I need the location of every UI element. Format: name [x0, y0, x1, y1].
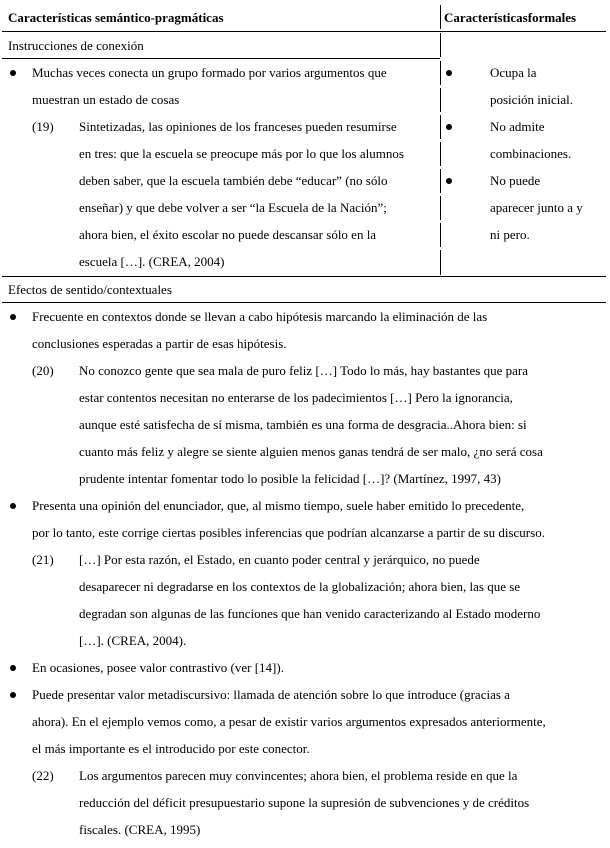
example-line: ahora bien, el éxito escolar no puede descansar sólo en la: [79, 227, 377, 242]
example-line: […]. (CREA, 2004).: [79, 633, 187, 648]
example-line: escuela […]. (CREA, 2004): [79, 254, 225, 269]
bullet-text: Puede presentar valor metadiscursivo: llamada de atención sobre lo que introduce (gracias a: [32, 687, 510, 702]
column-divider: [440, 33, 441, 57]
example-line: enseñar) y que debe volver a ser “la Escuela de la Nación”;: [79, 200, 387, 215]
formal-item-text: Ocupa la: [490, 65, 537, 80]
header-formal: Característicasformales: [444, 10, 577, 25]
section-rule: [2, 58, 440, 59]
column-divider: [440, 61, 441, 85]
formal-item-text: ni pero.: [490, 227, 530, 242]
column-divider: [440, 88, 441, 112]
column-divider: [440, 142, 441, 166]
bullet-text: En ocasiones, posee valor contrastivo (ver [14]).: [32, 660, 284, 675]
column-divider: [440, 250, 441, 275]
example-number: (20): [32, 363, 54, 378]
example-line: Sintetizadas, las opiniones de los franceses pueden resumirse: [79, 119, 397, 134]
header-rule: [2, 31, 606, 32]
bullet-text: conclusiones esperadas a partir de esas hipótesis.: [32, 336, 287, 351]
example-number: (21): [32, 552, 54, 567]
bullet-icon: [446, 178, 452, 184]
example-line: […] Por esta razón, el Estado, en cuanto poder central y jerárquico, no puede: [79, 552, 480, 567]
bullet-icon: [10, 70, 16, 76]
example-line: fiscales. (CREA, 1995): [79, 822, 201, 837]
example-line: No conozco gente que sea mala de puro feliz […] Todo lo más, hay bastantes que para: [79, 363, 528, 378]
section-rule: [2, 276, 606, 277]
formal-item-text: aparecer junto a y: [490, 200, 583, 215]
column-divider: [440, 5, 441, 29]
bullet-icon: [10, 692, 16, 698]
bullet-icon: [446, 124, 452, 130]
bullet-text: el más importante es el introducido por este conector.: [32, 741, 310, 756]
formal-item-text: No puede: [490, 173, 541, 188]
example-line: prudente intentar fomentar todo lo posible la felicidad […]? (Martínez, 1997, 43): [79, 471, 501, 486]
bullet-text: Muchas veces conecta un grupo formado por varios argumentos que: [32, 65, 387, 80]
example-line: aunque esté satisfecha de sí misma, también es una forma de desgracia..Ahora bien: si: [79, 417, 527, 432]
example-line: estar contentos necesitan no enterarse de los padecimientos […] Pero la ignorancia,: [79, 390, 513, 405]
example-line: degradan son algunas de las funciones que han venido caracterizando al Estado moderno: [79, 606, 541, 621]
example-line: cuanto más feliz y alegre se siente alguien menos ganas tendrá de ser malo, ¿no será cosa: [79, 444, 543, 459]
example-line: desaparecer ni degradarse en los contextos de la globalización; ahora bien, las que se: [79, 579, 521, 594]
example-line: reducción del déficit presupuestario supone la supresión de subvenciones y de créditos: [79, 795, 530, 810]
formal-item-text: No admite: [490, 119, 545, 134]
example-line: en tres: que la escuela se preocupe más por lo que los alumnos: [79, 146, 404, 161]
section-title-connection: Instrucciones de conexión: [8, 38, 144, 53]
bullet-text: Frecuente en contextos donde se llevan a cabo hipótesis marcando la eliminación de las: [32, 309, 488, 324]
bullet-icon: [10, 665, 16, 671]
example-number: (22): [32, 768, 54, 783]
bullet-text: por lo tanto, este corrige ciertas posibles inferencias que podrían alcanzarse a partir de su discurso.: [32, 525, 545, 540]
column-divider: [440, 196, 441, 220]
section-title-effects: Efectos de sentido/contextuales: [8, 282, 172, 297]
bullet-text: ahora). En el ejemplo vemos como, a pesar de existir varios argumentos expresados anteriormente,: [32, 714, 546, 729]
example-line: Los argumentos parecen muy convincentes; ahora bien, el problema reside en que la: [79, 768, 518, 783]
column-divider: [440, 169, 441, 193]
bullet-icon: [10, 314, 16, 320]
bullet-icon: [446, 70, 452, 76]
formal-item-text: posición inicial.: [490, 92, 574, 107]
bullet-text: muestran un estado de cosas: [32, 92, 180, 107]
example-number: (19): [32, 119, 54, 134]
bullet-text: Presenta una opinión del enunciador, que, al mismo tiempo, suele haber emitido lo precedente,: [32, 498, 525, 513]
column-divider: [440, 223, 441, 247]
formal-item-text: combinaciones.: [490, 146, 572, 161]
example-line: deben saber, que la escuela también debe “educar” (no sólo: [79, 173, 388, 188]
bullet-icon: [10, 503, 16, 509]
section-rule: [2, 302, 606, 303]
header-semantic-pragmatic: Características semántico-pragmáticas: [8, 10, 224, 25]
column-divider: [440, 115, 441, 139]
